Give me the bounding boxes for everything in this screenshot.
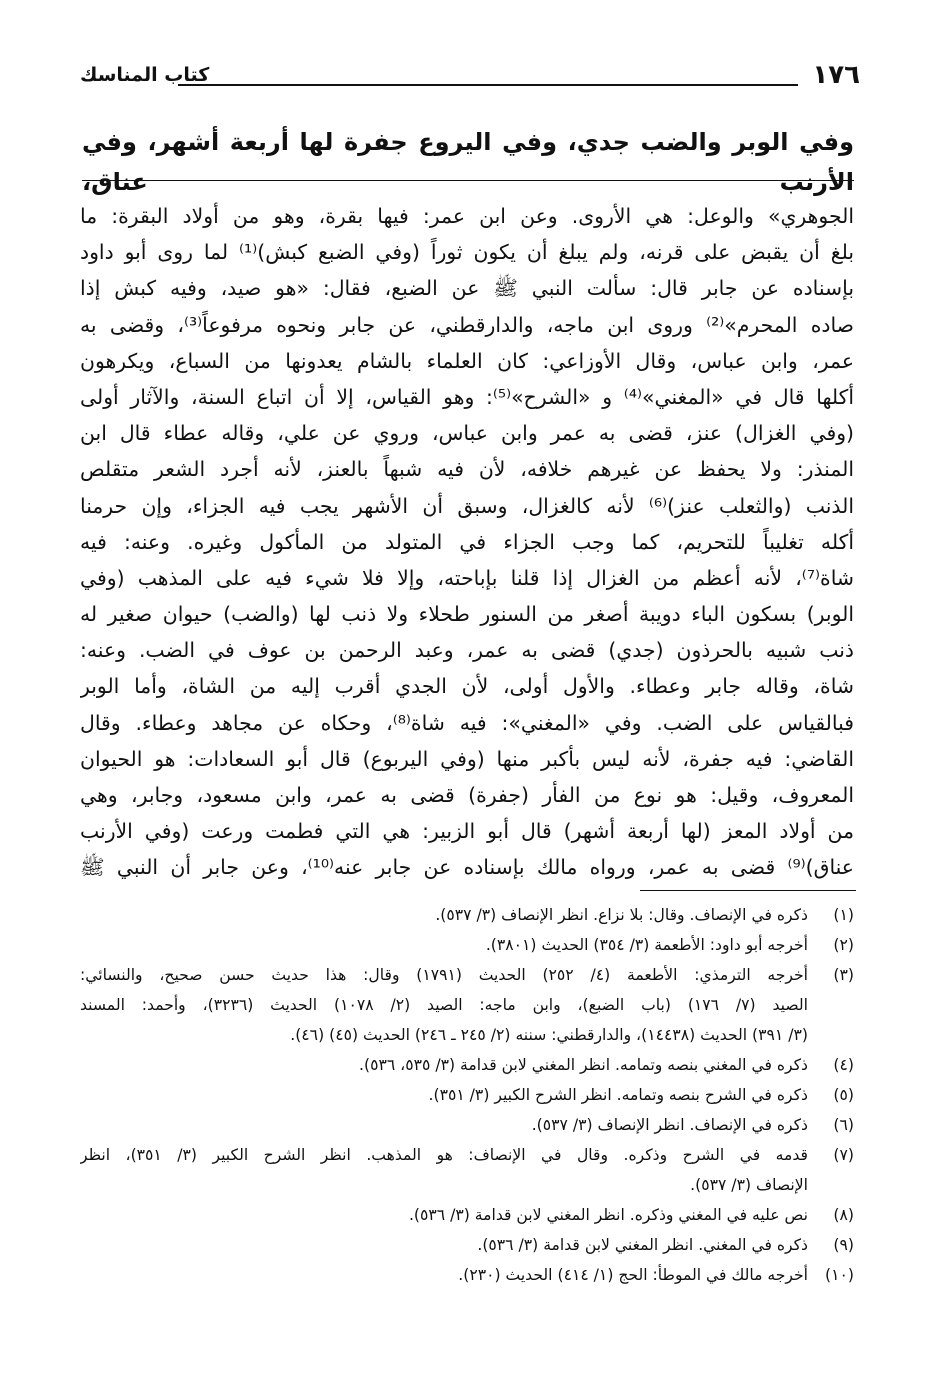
footnote-number: (١): [833, 906, 854, 924]
footnote-text: [80, 900, 808, 930]
commentary-line: (وفي الغزال) عنز، قضى به عمر وابن عباس، وروي عن علي، وقاله عطاء قال ابن: [80, 421, 854, 446]
footnote-number: (٤): [833, 1056, 854, 1074]
commentary-line: القاضي: فيه جفرة، لأنه ليس بأكبر منها (وفي اليربوع) قال أبو السعادات: هو الحيوان: [80, 746, 854, 771]
footnote-text: [80, 1230, 808, 1260]
commentary-line: ذنب شبيه بالحرذون (جدي) قضى به عمر، وعبد الرحمن بن عوف في الضب. وعنه:: [80, 638, 854, 663]
commentary-line: أكله تغليباً للتحريم، كما وجب الجزاء في المتولد من المأكول وغيره. وعنه: فيه: [80, 529, 854, 554]
footnote: [80, 1230, 854, 1260]
footnote: [80, 1050, 854, 1080]
footnote-text: [80, 930, 808, 960]
commentary-text: [80, 198, 854, 886]
commentary-line: عناق)⁽⁹⁾ قضى به عمر، ورواه مالك بإسناده عن جابر عنه⁽¹⁰⁾، وعن جابر أن النبي ﷺ: [80, 855, 854, 880]
footnote: [80, 1200, 854, 1230]
page-number: ١٧٦: [812, 60, 860, 90]
commentary-line: بلغ أن يقبض على قرنه، ولم يبلغ أن يكون ثوراً (وفي الضبع كبش)⁽¹⁾ لما روى أبو داود: [80, 240, 854, 265]
commentary-line: شاة⁽⁷⁾، لأنه أعظم من الغزال إذا قلنا بإباحته، وإلا فلا شيء فيه على المذهب (وفي: [80, 565, 854, 590]
book-title: كتاب المناسك: [80, 64, 210, 86]
footnote: [80, 930, 854, 960]
footnote-number: (٩): [833, 1236, 854, 1254]
commentary-line: الوبر) بسكون الباء دويبة أصغر من السنور طحلاء ولا ذنب لها (والضب) حيوان صغير له: [80, 602, 854, 627]
commentary-line: شاة، وقاله جابر وعطاء. والأول أولى، لأن الجدي أقرب إليه من الشاة، وأما الوبر: [80, 674, 854, 699]
header-rule: [178, 84, 798, 86]
footnote-line: أخرجه أبو داود: الأطعمة (٣/ ٣٥٤) الحديث (٣٨٠١).: [485, 936, 808, 954]
footnote-line: نص عليه في المغني وذكره. انظر المغني لابن قدامة (٣/ ٥٣٦).: [408, 1206, 808, 1224]
commentary-line: فبالقياس على الضب. وفي «المغني»: فيه شاة⁽⁸⁾، وحكاه عن مجاهد وعطاء. وقال: [80, 710, 854, 735]
commentary-line: الذنب (والثعلب عنز)⁽⁶⁾ لأنه كالغزال، وسبق أن الأشهر يجب فيه الجزاء، وإن حرمنا: [80, 493, 854, 518]
commentary-line: من أولاد المعز (لها أربعة أشهر) قال أبو الزبير: هي التي فطمت ورعت (وفي الأرنب: [80, 819, 854, 844]
footnote-text: [80, 1110, 808, 1140]
footnote-number: (٥): [833, 1086, 854, 1104]
footnote-line: قدمه في الشرح وذكره. وقال في الإنصاف: هو المذهب. انظر الشرح الكبير (٣/ ٣٥١)، انظر: [80, 1146, 808, 1164]
footnote-line: ذكره في الإنصاف. انظر الإنصاف (٣/ ٥٣٧).: [531, 1116, 808, 1134]
footnote-line: الإنصاف (٣/ ٥٣٧).: [690, 1176, 808, 1194]
footnote-text: [80, 960, 808, 1050]
matn-text: وفي الوبر والضب جدي، وفي اليروع جفرة لها أربعة أشهر، وفي الأرنب عناق،: [82, 128, 854, 196]
commentary-line: بإسناده عن جابر قال: سألت النبي ﷺ عن الضبع، فقال: «هو صيد، وفيه كبش إذا: [80, 276, 854, 301]
footnote: [80, 900, 854, 930]
footnote: [80, 1080, 854, 1110]
footnotes: [80, 900, 854, 1290]
footnote-text: [80, 1050, 808, 1080]
commentary-line: المعروف، وقيل: هو نوع من الفأر (جفرة) قضى به عمر، وابن مسعود، وجابر، وهي: [80, 783, 854, 807]
footnote-text: [80, 1140, 808, 1200]
commentary-line: صاده المحرم»⁽²⁾ وروى ابن ماجه، والدارقطني، عن جابر ونحوه مرفوعاً⁽³⁾، وقضى به: [80, 312, 854, 337]
footnote-text: [80, 1260, 808, 1290]
footnote: [80, 960, 854, 1050]
page-header: [80, 50, 860, 100]
footnote-text: [80, 1080, 808, 1110]
footnote-number: (٦): [833, 1116, 854, 1134]
footnote-line: أخرجه الترمذي: الأطعمة (٤/ ٢٥٢) الحديث (١٧٩١) وقال: هذا حديث حسن صحيح، والنسائي:: [80, 966, 808, 984]
matn-separator: [82, 180, 854, 181]
footnote-rule: [640, 890, 856, 891]
footnote-number: (٨): [833, 1206, 854, 1224]
footnote-number: (٣): [833, 966, 854, 984]
commentary-line: المنذر: ولا يحفظ عن غيرهم خلافه، لأن فيه شبهاً بالعنز، لأنه أجرد الشعر متقلص: [80, 457, 854, 482]
footnote: [80, 1260, 854, 1290]
footnote-line: ذكره في الشرح بنصه وتمامه. انظر الشرح الكبير (٣/ ٣٥١).: [428, 1086, 808, 1104]
footnote-number: (١٠): [825, 1266, 854, 1284]
footnote-number: (٢): [833, 936, 854, 954]
commentary-line: عمر، وابن عباس، وقال الأوزاعي: كان العلماء بالشام يعدونها من السباع، ويكرهون: [80, 348, 854, 373]
footnote: [80, 1140, 854, 1200]
footnote-text: [80, 1200, 808, 1230]
footnote-line: ذكره في المغني. انظر المغني لابن قدامة (٣/ ٥٣٦).: [477, 1236, 808, 1254]
commentary-line: أكلها قال في «المغني»⁽⁴⁾ و «الشرح»⁽⁵⁾: وهو القياس، إلا أن اتباع السنة، والآثار أولى: [80, 384, 854, 409]
footnote: [80, 1110, 854, 1140]
footnote-line: ذكره في المغني بنصه وتمامه. انظر المغني لابن قدامة (٣/ ٥٣٥، ٥٣٦).: [359, 1056, 808, 1074]
footnote-line: (٣/ ٣٩١) الحديث (١٤٤٣٨)، والدارقطني: سننه (٢/ ٢٤٥ ـ ٢٤٦) الحديث (٤٥) (٤٦).: [290, 1026, 808, 1044]
footnote-line: ذكره في الإنصاف. وقال: بلا نزاع. انظر الإنصاف (٣/ ٥٣٧).: [435, 906, 808, 924]
footnote-line: أخرجه مالك في الموطأ: الحج (١/ ٤١٤) الحديث (٢٣٠).: [458, 1266, 808, 1284]
footnote-number: (٧): [833, 1146, 854, 1164]
footnote-line: الصيد (٧/ ١٧٦) (باب الضبع)، وابن ماجه: الصيد (٢/ ١٠٧٨) الحديث (٣٢٣٦)، وأحمد: المسند: [80, 996, 808, 1014]
commentary-line: الجوهري» والوعل: هي الأروى. وعن ابن عمر: فيها بقرة، وهو من أولاد البقرة: ما: [80, 204, 854, 228]
